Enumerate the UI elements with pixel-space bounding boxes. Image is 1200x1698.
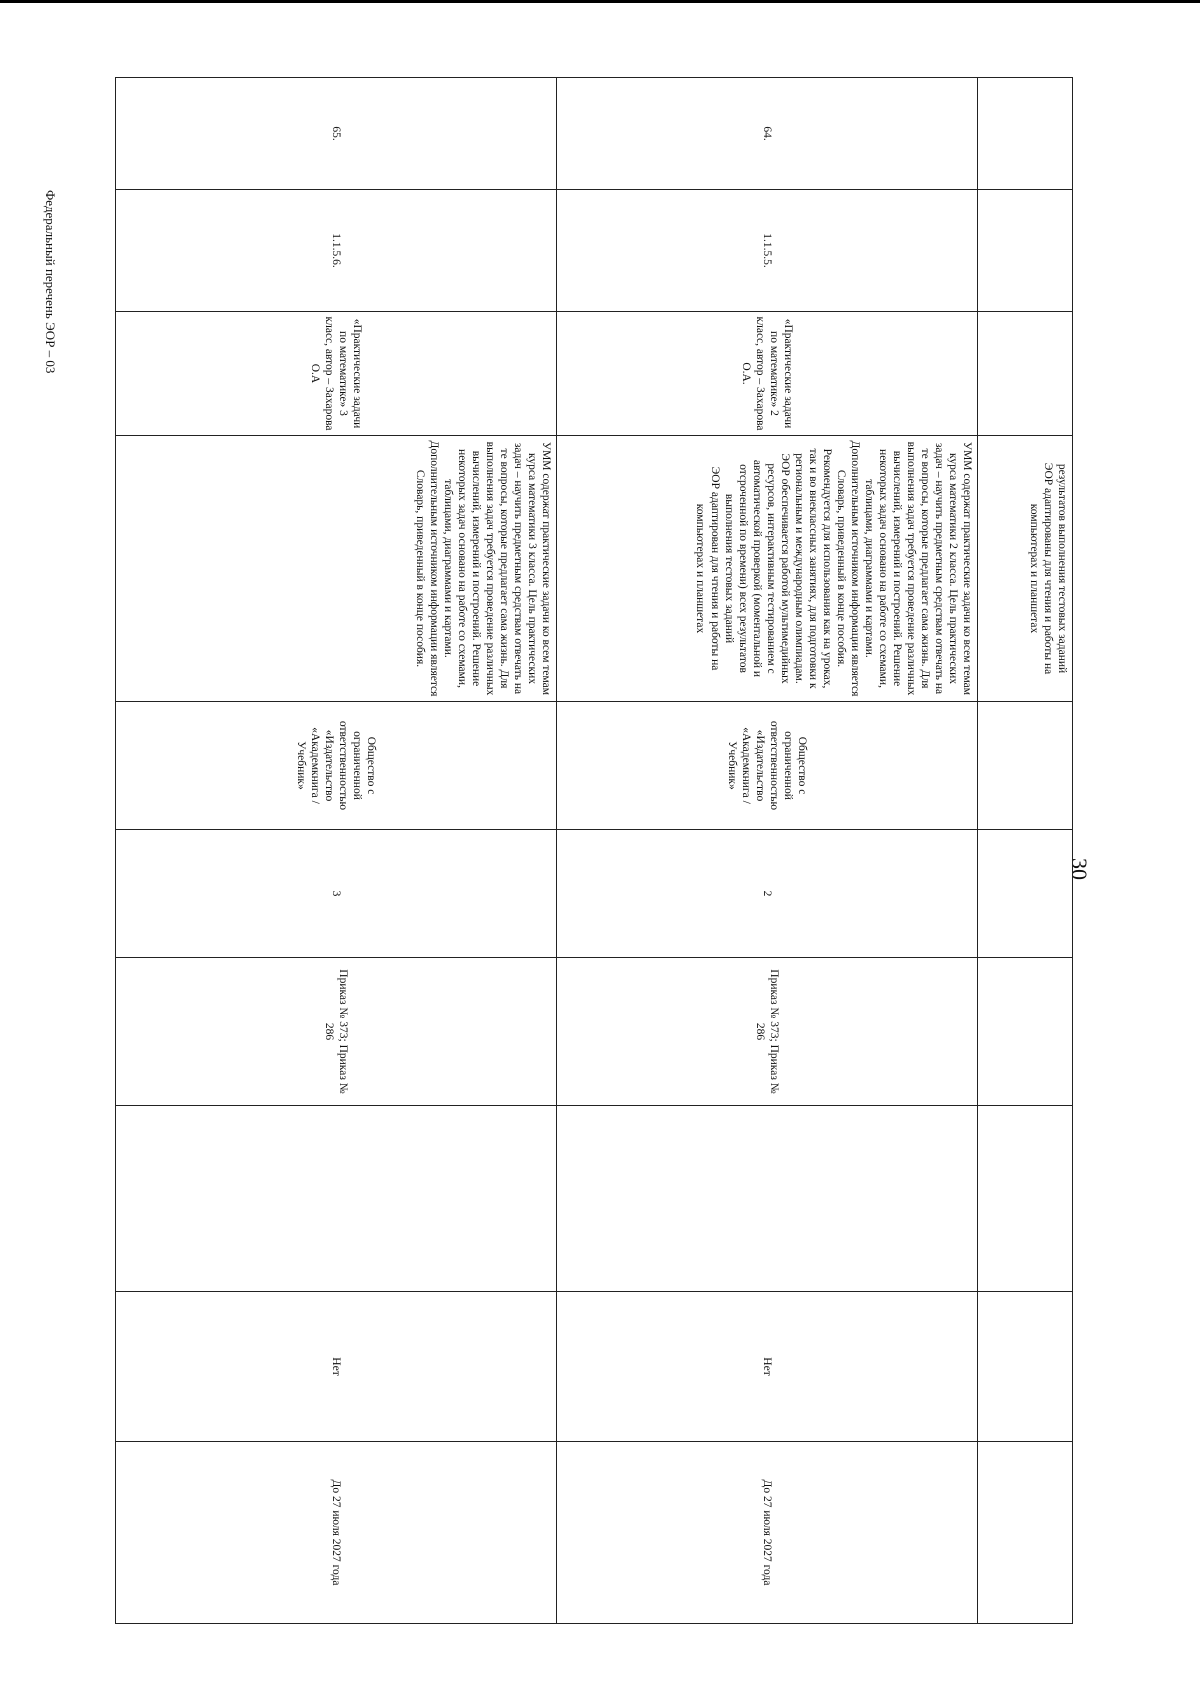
title-cell: «Практические задачи по математике» 2 класс, автор – Захарова О.А.	[556, 312, 977, 436]
flag-cell	[977, 1292, 1072, 1442]
table-row	[116, 78, 557, 1624]
valid-until-cell	[977, 1442, 1072, 1624]
class-cell	[977, 830, 1072, 958]
publisher-cell	[977, 702, 1072, 830]
description-cell: УММ содержат практические задачи ко всем темам курса математики 3 класса. Цель практических задач – научить предметным средствам отвечать на те вопросы, которые предлагает сама жизнь. Для выполнения задач требуется проведение различных вычислений, измерений и построений. Решение некоторых задач основано на работе со схемами, таблицами, диаграммами и картами. Дополнительным источником информации является Словарь, приведенный в конце пособия.	[116, 436, 557, 702]
class-cell: 3	[116, 830, 557, 958]
row-number-cell	[977, 78, 1072, 190]
order-cell: Приказ № 373; Приказ № 286	[556, 958, 977, 1106]
class-cell: 2	[556, 830, 977, 958]
empty-cell	[977, 1106, 1072, 1292]
row-number-cell: 65.	[116, 78, 557, 190]
valid-until-cell: До 27 июля 2027 года	[556, 1442, 977, 1624]
flag-cell: Нет	[116, 1292, 557, 1442]
description-cell: УММ содержат практические задачи ко всем темам курса математики 2 класса. Цель практических задач – научить предметным средствам отвечать на те вопросы, которые предлагает сама жизнь. Для выполнения задач требуется проведение различных вычислений, измерений и построений. Решение некоторых задач основано на работе со схемами, таблицами, диаграммами и картами. Дополнительным источником информации является Словарь, приведенный в конце пособия. Рекомендуется для использования как на уроках, так и во внеклассных занятиях, для подготовки к региональным и международным олимпиадам. ЭОР обеспечивается работой мультимедийных ресурсов, интерактивным тестированием с автоматической проверкой (моментальной и отсроченной по времени) всех результатов выполнения тестовых заданий ЭОР адаптирован для чтения и работы на компьютерах и планшетах	[556, 436, 977, 702]
row-number-cell: 64.	[556, 78, 977, 190]
title-cell	[977, 312, 1072, 436]
table-container	[115, 77, 1073, 1623]
order-cell	[977, 958, 1072, 1106]
code-cell: 1.1.5.6.	[116, 190, 557, 312]
table-row	[556, 78, 977, 1624]
publisher-cell: Общество с ограниченной ответственностью «Издательство «Академкнига / Учебник»	[556, 702, 977, 830]
code-cell	[977, 190, 1072, 312]
top-edge-line	[0, 0, 1200, 3]
rotated-table-frame	[115, 77, 1073, 1623]
valid-until-cell: До 27 июля 2027 года	[116, 1442, 557, 1624]
flag-cell: Нет	[556, 1292, 977, 1442]
publisher-cell: Общество с ограниченной ответственностью «Издательство «Академкнига / Учебник»	[116, 702, 557, 830]
empty-cell	[556, 1106, 977, 1292]
description-cell: результатов выполнения тестовых заданий ЭОР адаптированы для чтения и работы на компьютерах и планшетах	[977, 436, 1072, 702]
code-cell: 1.1.5.5.	[556, 190, 977, 312]
table-row	[977, 78, 1072, 1624]
document-footer: Федеральный перечень ЭОР – 03	[43, 190, 58, 374]
order-cell: Приказ № 373; Приказ № 286	[116, 958, 557, 1106]
title-cell: «Практические задачи по математике» 3 класс, автор – Захарова О.А	[116, 312, 557, 436]
eor-list-table	[115, 77, 1073, 1624]
page-number: 30	[1067, 858, 1092, 880]
empty-cell	[116, 1106, 557, 1292]
